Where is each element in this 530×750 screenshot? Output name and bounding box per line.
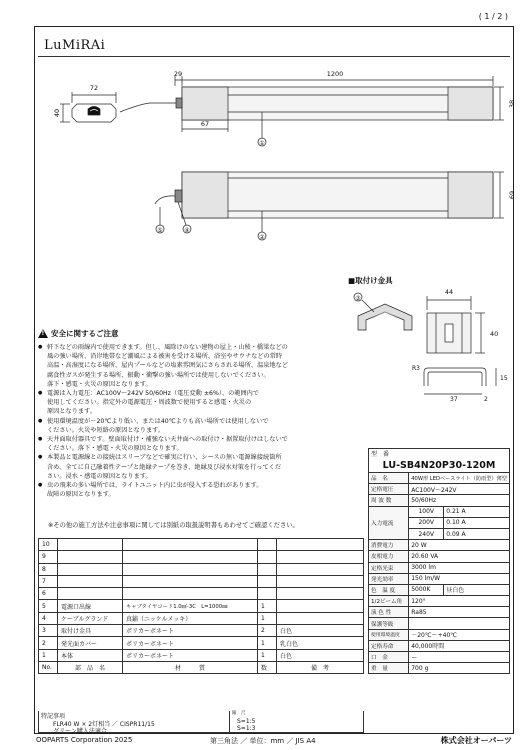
special-title: 特記事項 <box>41 713 66 720</box>
table-row <box>39 575 364 587</box>
current-voltage: 240V <box>409 528 444 539</box>
spec-value: 700 g <box>409 663 510 674</box>
row-no: 10 <box>39 539 58 551</box>
callout-4: ④ <box>184 227 190 234</box>
part-note: 白色 <box>277 649 364 661</box>
row-no: 8 <box>39 563 58 575</box>
header-no: No. <box>39 661 58 673</box>
spec-key: 口 金 <box>369 652 409 663</box>
callout-2: ② <box>259 234 265 241</box>
current-voltage: 100V <box>409 506 444 517</box>
part-material: ポリカーボネート <box>123 637 258 649</box>
part-qty: 2 <box>258 625 277 637</box>
dim-r3: R3 <box>412 365 420 372</box>
dim-15: 15 <box>500 375 508 382</box>
spec-value: －20℃～+40℃ <box>409 629 510 640</box>
divider <box>229 711 230 733</box>
part-qty: 1 <box>258 600 277 612</box>
table-row <box>39 539 364 551</box>
table-row <box>39 588 364 600</box>
callout-1: ① <box>259 140 265 147</box>
part-name: ケーブルグランド <box>58 612 123 624</box>
table-row <box>39 551 364 563</box>
part-name: 本体 <box>58 649 123 661</box>
caution-note: ※その他の施工方法や注意事項に関しては別紙の取扱説明書もあわせてご確認ください。 <box>48 522 299 529</box>
caution-item: ● 使用環境温度が－20℃より低い、または40℃よりも高い場所では使用しないで ください。火災や短絡の原因となります。 <box>38 417 360 435</box>
row-no: 9 <box>39 551 58 563</box>
header-material: 材 質 <box>123 661 258 673</box>
parts-table <box>38 538 364 674</box>
row-no: 3 <box>39 625 58 637</box>
part-qty: 1 <box>258 637 277 649</box>
dim-40b: 40 <box>490 330 499 338</box>
projection-info: 第三角法 ／ 単位：mm ／ JIS A4 <box>210 737 316 745</box>
table-row <box>39 649 364 661</box>
callout-5: ⑤ <box>157 227 163 234</box>
special-line: グリーン購入法適合 <box>53 728 107 735</box>
table-header <box>39 661 364 673</box>
bracket-title: ■取付け金具 <box>348 276 393 285</box>
row-no: 2 <box>39 637 58 649</box>
scale-value: S=1:5 <box>237 718 256 725</box>
spec-value: 40W形 LEDベースライト（防雨型）薄型 <box>409 473 510 484</box>
special-notes <box>38 711 364 733</box>
spec-table <box>368 448 510 674</box>
part-material: ポリカーボネート <box>123 649 258 661</box>
spec-key: 重 量 <box>369 663 409 674</box>
spec-key: 消費電力 <box>369 540 409 551</box>
current-value: 0.10 A <box>444 517 510 528</box>
spec-key: 演 色 性 <box>369 607 409 618</box>
corp-name: OOPARTS Corporation 2025 <box>36 736 133 744</box>
table-row <box>39 600 364 612</box>
caution-heading <box>38 328 360 339</box>
scale-label: 縮 尺 <box>232 711 246 716</box>
dim-end-height: 40 <box>53 108 61 118</box>
spec-key: 定格光束 <box>369 562 409 573</box>
spec-value: 20.60 VA <box>409 551 510 562</box>
caution-item: ● 軒下などの雨線内で使用できます。但し、風除けのない建物の屋上・山稜・橋梁などの 風の強い場所、沿岸地帯など潮風による被害を受ける場所、浴室やサウナなどの常時 高温・高湿度になる場所、屋内プールなどの塩素雰囲気にさらされる場所、温泉地など 腐食性ガスが発生する場所、振動・衝撃の強い場所では使用しないでください。 落下・感電・火災の原因となります。 <box>38 343 360 389</box>
part-note: 白色 <box>277 625 364 637</box>
dim-length: 1200 <box>326 70 344 78</box>
row-no: 1 <box>39 649 58 661</box>
spec-key: 色 温 度 <box>369 584 409 595</box>
spec-key: 保護等級 <box>369 618 409 629</box>
part-qty: 1 <box>258 612 277 624</box>
caution-item: ● 天井面取付器具です。壁面取付け・補強ない天井面への取付け・据置取付けはしないで ください。落下・感電・火災の原因となります。 <box>38 435 360 453</box>
spec-key: 使用環境温度 <box>369 629 409 640</box>
spec-key: 定格寿命 <box>369 640 409 651</box>
spec-value: 120° <box>409 596 510 607</box>
caution-item: ● 電源は入力電圧：AC100V～242V 50/60Hz（電圧変動 ±6%）、の範囲内で 使用してください。指定外の電源電圧・周波数で使用すると感電・火災の 原因となります。 <box>38 389 360 417</box>
part-name: 発光面カバー <box>58 637 123 649</box>
dim-38: 38 <box>508 99 516 109</box>
part-material: キャブタイヤコード1.0㎟-3C L=1000㎜ <box>123 600 258 612</box>
spec-key: 発光効率 <box>369 573 409 584</box>
spec-value: AC100V～242V <box>409 484 510 495</box>
current-voltage: 200V <box>409 517 444 528</box>
page-number: ( 1 / 2 ) <box>478 12 508 21</box>
dim-37: 37 <box>450 396 458 403</box>
spec-value: Ra85 <box>409 607 510 618</box>
callout-3: ③ <box>355 295 361 302</box>
part-name: 電源口出線 <box>58 600 123 612</box>
caution-title: 安全に関するご注意 <box>51 329 119 338</box>
safety-caution <box>38 328 360 499</box>
spec-key: 品 名 <box>369 473 409 484</box>
header-qty: 数 <box>258 661 277 673</box>
spec-key: 1/2ビーム角 <box>369 596 409 607</box>
spec-value: 40,000時間 <box>409 640 510 651</box>
dim-44: 44 <box>444 288 454 296</box>
bracket-side-view <box>410 358 510 402</box>
color-temp: 5000K <box>409 584 444 595</box>
row-no: 5 <box>39 600 58 612</box>
dim-end-width: 72 <box>89 84 99 92</box>
dim-67: 67 <box>200 120 210 128</box>
spec-key: 定格電圧 <box>369 484 409 495</box>
header-name: 部 品 名 <box>58 661 123 673</box>
spec-value: 3000 lm <box>409 562 510 573</box>
spec-key: 入力電流 <box>369 506 409 540</box>
model-number: LU-SB4N20P30-120M <box>369 458 510 473</box>
table-row <box>39 563 364 575</box>
part-note: 乳白色 <box>277 637 364 649</box>
row-no: 6 <box>39 588 58 600</box>
dim-2: 2 <box>484 396 488 403</box>
model-label: 型 番 <box>369 449 510 459</box>
part-qty: 1 <box>258 649 277 661</box>
part-note <box>277 600 364 612</box>
company-name: 株式会社オーパーツ <box>440 736 512 745</box>
spec-value <box>409 618 510 629</box>
caution-item: ● 虫の飛来の多い場所では、ライトユニット内に虫が侵入する恐れがあります。 故障の原因となります。 <box>38 481 360 499</box>
spec-value: 20 W <box>409 540 510 551</box>
current-value: 0.21 A <box>444 506 510 517</box>
caution-list <box>38 343 360 499</box>
part-material: 真鍮（ニッケルメッキ） <box>123 612 258 624</box>
dim-29: 29 <box>173 70 183 78</box>
row-no: 4 <box>39 612 58 624</box>
table-row <box>39 612 364 624</box>
part-name: 取付け金具 <box>58 625 123 637</box>
spec-key: 皮相電力 <box>369 551 409 562</box>
part-material: ポリカーボネート <box>123 625 258 637</box>
scale-value: S=1:3 <box>237 725 256 732</box>
spec-value: 50/60Hz <box>409 495 510 506</box>
table-row <box>39 637 364 649</box>
spec-key: 周 波 数 <box>369 495 409 506</box>
spec-value: ー <box>409 652 510 663</box>
brand-logo: LuMiRAi <box>44 38 106 53</box>
current-value: 0.09 A <box>444 528 510 539</box>
caution-item: ● 本製品と電源線との接続はスリーブなどで確実に行い、シースの無い電源線接続箇所 含め、全てに自己融着性テープと絶縁テープを巻き、絶縁及び浸水対策を行ってくだ さい。浸水・感電の原因となります。 <box>38 453 360 481</box>
spec-value: 150 lm/W <box>409 573 510 584</box>
dim-69: 69 <box>508 190 516 200</box>
color-name: 昼白色 <box>444 584 510 595</box>
warning-icon: ! <box>38 329 48 338</box>
part-note <box>277 612 364 624</box>
special-line: FLR40 W × 2灯相当 ／ CISPR11/15 <box>53 721 155 728</box>
table-row <box>39 625 364 637</box>
header-note: 備 考 <box>277 661 364 673</box>
row-no: 7 <box>39 575 58 587</box>
